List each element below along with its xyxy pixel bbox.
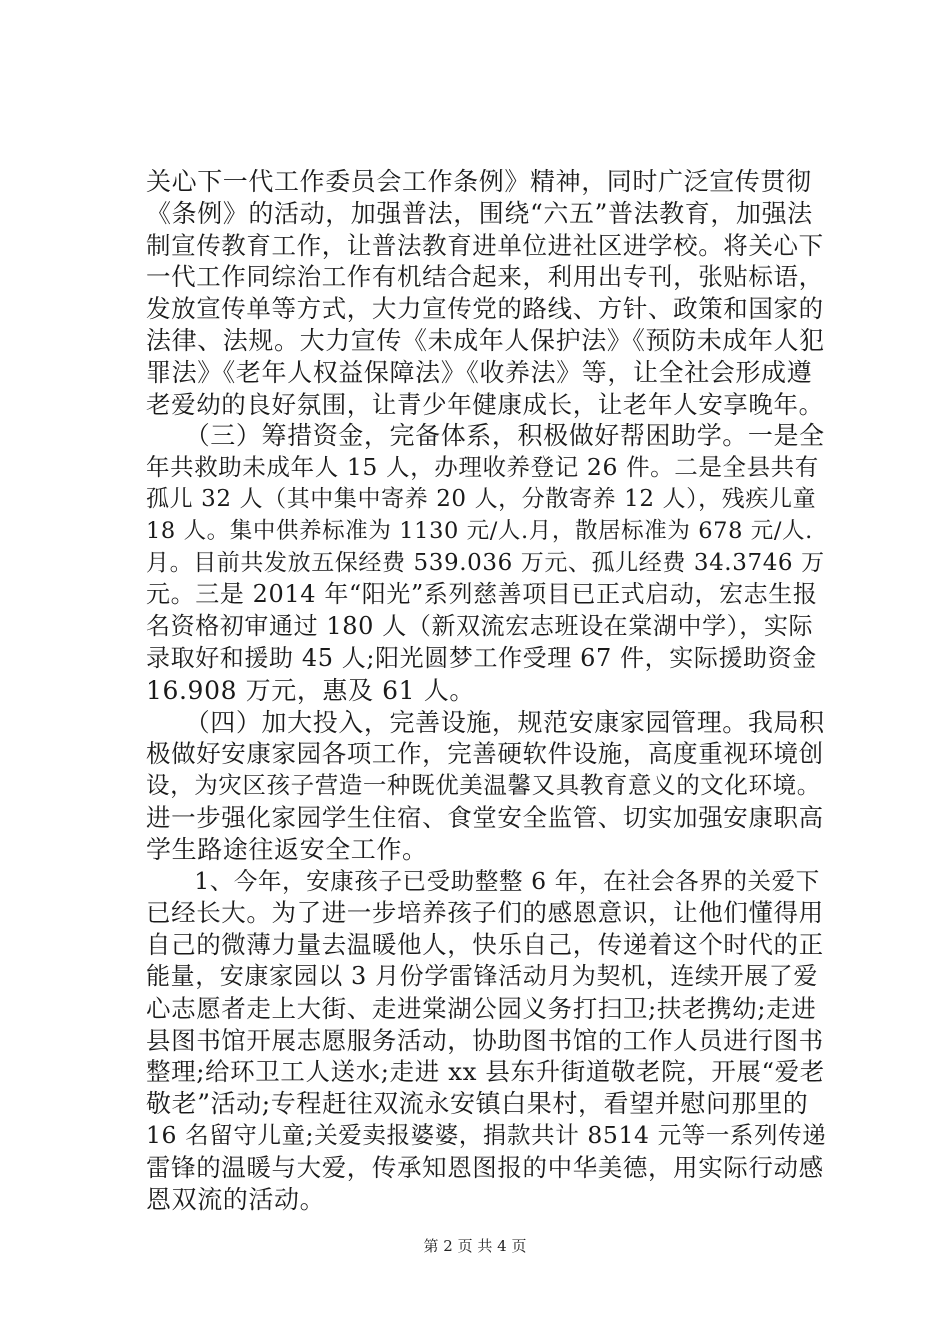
- text-line: 极做好安康家园各项工作，完善硬软件设施，高度重视环境创: [146, 739, 824, 769]
- text-line: 制宣传教育工作，让普法教育进单位进社区进学校。将关心下: [146, 230, 824, 260]
- text-line: （三）筹措资金，完备体系，积极做好帮困助学。一是全: [146, 421, 825, 451]
- text-line: 《条例》的活动，加强普法，围绕“六五”普法教育，加强法: [146, 198, 813, 228]
- text-line: 孤儿 32 人（其中集中寄养 20 人，分散寄养 12 人），残疾儿童: [146, 485, 817, 512]
- text-line: 发放宣传单等方式，大力宣传党的路线、方针、政策和国家的: [146, 294, 824, 324]
- text-line: 一代工作同综治工作有机结合起来，利用出专刊，张贴标语，: [146, 262, 824, 292]
- text-line: 能量，安康家园以 3 月份学雷锋活动月为契机，连续开展了爱: [146, 961, 818, 990]
- text-line: 心志愿者走上大街、走进棠湖公园义务打扫卫;扶老携幼;走进: [146, 993, 817, 1023]
- text-line: 设，为灾区孩子营造一种既优美温馨又具教育意义的文化环境。: [146, 771, 821, 800]
- text-line: 县图书馆开展志愿服务活动，协助图书馆的工作人员进行图书: [146, 1025, 824, 1055]
- text-line: 录取好和援助 45 人;阳光圆梦工作受理 67 件，实际援助资金: [146, 643, 817, 672]
- text-line: 学生路途往返安全工作。: [146, 834, 428, 864]
- text-line: 自己的微薄力量去温暖他人，快乐自己，传递着这个时代的正: [146, 930, 824, 960]
- text-line: 已经长大。为了进一步培养孩子们的感恩意识，让他们懂得用: [146, 898, 824, 928]
- text-line: 进一步强化家园学生住宿、食堂安全监管、切实加强安康职高: [146, 802, 824, 832]
- text-line: 月。目前共发放五保经费 539.036 万元、孤儿经费 34.3746 万: [146, 549, 825, 576]
- text-line: 老爱幼的良好氛围，让青少年健康成长，让老年人安享晚年。: [146, 389, 824, 419]
- text-line: 关心下一代工作委员会工作条例》精神，同时广泛宣传贯彻: [146, 167, 812, 196]
- text-line: （四）加大投入，完善设施，规范安康家园管理。我局积: [146, 707, 825, 737]
- text-line: 整理;给环卫工人送水;走进 xx 县东升街道敬老院，开展“爱老: [146, 1057, 825, 1087]
- text-line: 名资格初审通过 180 人（新双流宏志班设在棠湖中学），实际: [146, 612, 814, 641]
- text-line: 恩双流的活动。: [146, 1184, 326, 1214]
- text-line: 1、今年，安康孩子已受助整整 6 年，在社会各界的关爱下: [146, 866, 820, 895]
- text-line: 罪法》《老年人权益保障法》《收养法》等，让全社会形成遵: [146, 357, 813, 387]
- text-line: 法律、法规。大力宣传《未成年人保护法》《预防未成年人犯: [146, 325, 825, 355]
- text-line: 16.908 万元，惠及 61 人。: [146, 675, 475, 705]
- text-line: 雷锋的温暖与大爱，传承知恩图报的中华美德，用实际行动感: [146, 1152, 824, 1182]
- body-text: [146, 166, 826, 1215]
- text-line: 16 名留守儿童;关爱卖报婆婆，捐款共计 8514 元等一系列传递: [146, 1120, 827, 1149]
- text-line: 年共救助未成年人 15 人，办理收养登记 26 件。二是全县共有: [146, 453, 819, 482]
- page-footer: 第 2 页 共 4 页: [423, 1237, 527, 1255]
- text-line: 敬老”活动;专程赶往双流永安镇白果村，看望并慰问那里的: [146, 1089, 809, 1119]
- text-line: 元。三是 2014 年“阳光”系列慈善项目已正式启动，宏志生报: [146, 580, 818, 609]
- text-line: 18 人。集中供养标准为 1130 元/人.月，散居标准为 678 元/人.: [146, 517, 813, 544]
